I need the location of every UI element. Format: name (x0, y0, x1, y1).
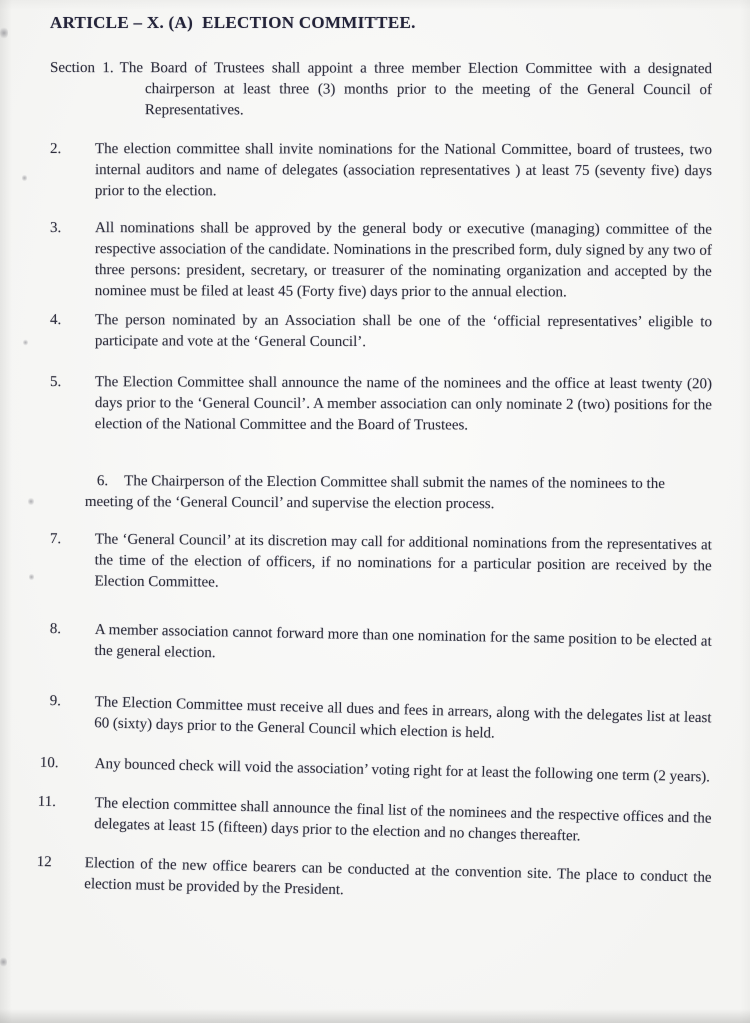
clause-text: A member association cannot forward more than one nomination for the same position to be elected at the general election. (94, 621, 712, 662)
clause-number: 4. (49, 312, 62, 329)
clause-number: 10. (39, 754, 59, 772)
clause-item (50, 218, 712, 304)
clause-number: 7. (49, 530, 62, 548)
clause-number: 11. (37, 793, 57, 811)
clause-item (39, 753, 712, 788)
scan-smudge (0, 26, 8, 40)
clause-text: The ‘General Council’ at its discretion may call for additional nominations from the representatives at the time of the election of officers, if no nominations for a particular position are received by the Election Committee. (94, 531, 712, 591)
clause-number: 2. (49, 141, 62, 158)
clause-item (50, 310, 712, 354)
clause-list (36, 139, 712, 899)
clause-item (37, 792, 712, 851)
clause-number: 9. (49, 692, 62, 710)
clause-text: The Chairperson of the Election Committee shall submit the names of the nominees to the meeting of the ‘General Council’ and supervise the election process. (84, 473, 665, 513)
clause-number: 6. (96, 473, 109, 490)
scan-smudge (29, 573, 34, 581)
clause-text: Election of the new office bearers can be conducted at the convention site. The place to conduct the election must be provided by the President. (84, 855, 712, 899)
clause-number: 3. (49, 220, 62, 237)
section-1-text: The Board of Trustees shall appoint a three member Election Committee with a designated chairperson at least three (3) months prior to the meeting of the General Council of Representatives. (119, 60, 713, 119)
clause-item (50, 139, 712, 203)
section-1-label: Section 1. (49, 59, 114, 77)
scan-smudge (0, 956, 7, 968)
scan-smudge (28, 497, 34, 506)
clause-number: 8. (49, 620, 62, 638)
clause-text: The election committee shall invite nominations for the National Committee, board of trustees, two internal auditors and name of delegates (association representatives ) at least 75 (seventy five) days prior to the election. (94, 141, 712, 200)
clause-number: 5. (49, 374, 62, 391)
page-title: ARTICLE – X. (A) ELECTION COMMITTEE. (50, 13, 416, 32)
clause-item (50, 372, 712, 437)
clause-text: All nominations shall be approved by the general body or executive (managing) committee of the respective association of the candidate. Nominations in the prescribed form, duly signed by any two of three persons: president, secretary, or treasurer of the nominating organization and accepted by the nominee must be filed at least 45 (Forty five) days prior to the annual election. (94, 220, 712, 301)
clause-item (36, 852, 712, 910)
clause-item (49, 529, 712, 598)
clause-item (85, 471, 697, 516)
clause-text: The person nominated by an Association shall be one of the ‘official representatives’ eligible to participate and vote at the ‘General Council’. (94, 312, 712, 351)
clause-number: 12 (36, 853, 52, 871)
clause-text: The election committee shall announce the final list of the nominees and the respective offices and the delegates at least 15 (fifteen) days prior to the election and no changes thereafter. (93, 795, 712, 845)
section-1-paragraph (50, 58, 712, 122)
clause-text: The Election Committee must receive all dues and fees in arrears, along with the delegates list at least 60 (sixty) days prior to the General Council which election is held. (93, 694, 712, 742)
clause-text: The Election Committee shall announce the name of the nominees and the office at least twenty (20) days prior to the ‘General Council’. A member association can only nominate 2 (two) positions for the election of the National Committee and the Board of Trustees. (94, 374, 712, 434)
clause-item (49, 691, 712, 750)
clause-item (49, 619, 712, 674)
clause-text: Any bounced check will void the association’ voting right for at least the following one term (2 years). (94, 755, 711, 786)
scan-smudge (22, 174, 27, 182)
scan-smudge (23, 339, 28, 346)
